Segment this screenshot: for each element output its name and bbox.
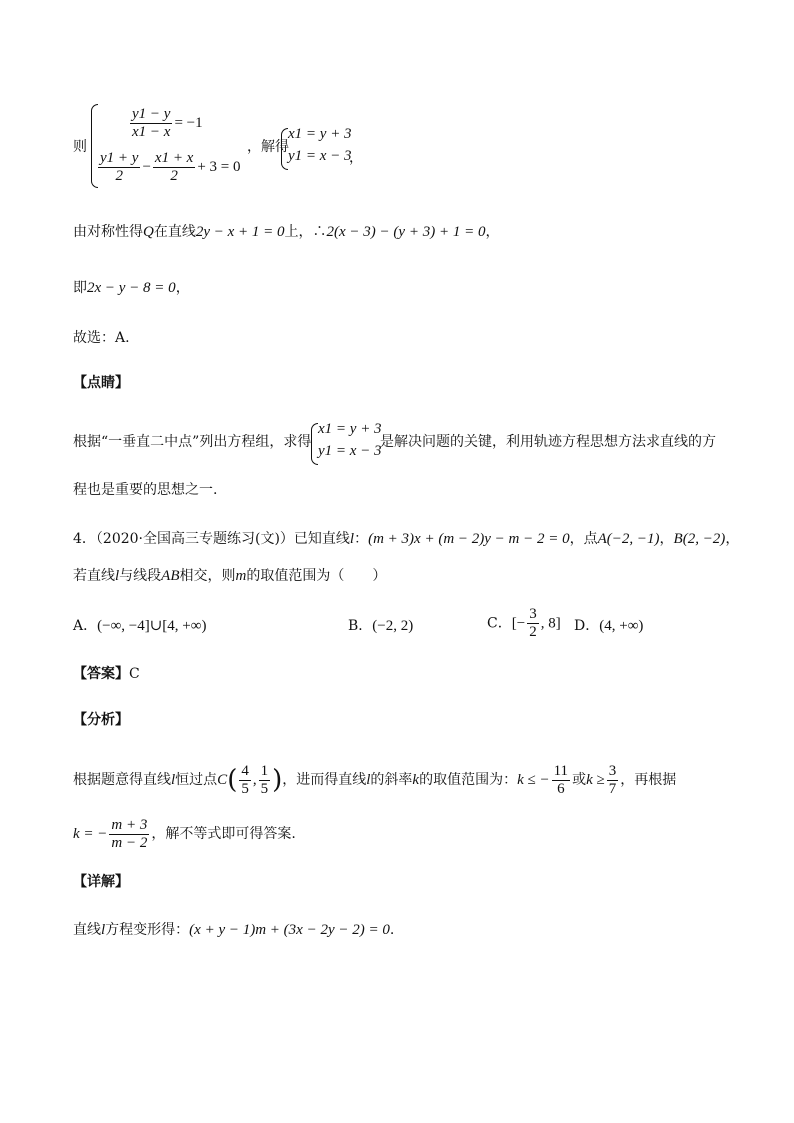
text: ： bbox=[354, 531, 369, 547]
denominator: 2 bbox=[170, 168, 178, 184]
inequality: k ≥ bbox=[586, 772, 605, 788]
fraction bbox=[239, 763, 251, 798]
section-xiangjie: 【详解】 bbox=[73, 874, 129, 890]
var-k: k bbox=[412, 772, 420, 788]
minus: − bbox=[142, 158, 151, 175]
fraction bbox=[552, 763, 570, 798]
option-d[interactable] bbox=[574, 615, 643, 635]
numerator: y1 − y bbox=[132, 106, 171, 122]
text: ，点 bbox=[569, 531, 598, 547]
point-c: C bbox=[217, 772, 228, 788]
answer-value: C bbox=[129, 666, 140, 682]
text: ，进而得直线 bbox=[282, 772, 367, 788]
text: . bbox=[389, 922, 395, 938]
line-equation: (m + 3)x + (m − 2)y − m − 2 = 0 bbox=[368, 531, 570, 547]
text: 的斜率 bbox=[370, 772, 413, 788]
result-equation: 2x − y − 8 = 0 bbox=[87, 280, 176, 296]
text: ，解不等式即可得答案. bbox=[151, 826, 296, 842]
line-equation: 2y − x + 1 = 0 bbox=[195, 224, 285, 240]
denominator: x1 − x bbox=[132, 124, 171, 140]
text: 若直线 bbox=[73, 568, 115, 584]
fraction bbox=[259, 763, 271, 798]
denominator: 5 bbox=[241, 780, 249, 797]
denominator: m − 2 bbox=[111, 834, 148, 851]
substituted-equation: 2(x − 3) − (y + 3) + 1 = 0 bbox=[326, 224, 486, 240]
var-m: m bbox=[235, 568, 247, 584]
dianjing-line-1 bbox=[73, 432, 311, 452]
text: 恒过点 bbox=[175, 772, 218, 788]
equation-1 bbox=[128, 106, 203, 141]
text: 在直线 bbox=[153, 224, 196, 240]
equation-2 bbox=[96, 150, 241, 185]
solution-2: y1 = x − 3 bbox=[288, 148, 352, 164]
solution-2: y1 = x − 3 bbox=[318, 443, 382, 459]
transformed-equation: (x + y − 1)m + (3x − 2y − 2) = 0 bbox=[189, 922, 390, 938]
paren: ( bbox=[227, 765, 238, 795]
option-label: D． bbox=[574, 618, 600, 634]
text: 与线段 bbox=[119, 568, 162, 584]
point-a: A(−2, −1) bbox=[597, 531, 660, 547]
var-l: l bbox=[366, 772, 371, 788]
text: 根据题意得直线 bbox=[73, 772, 171, 788]
text: 由对称性得 bbox=[73, 224, 143, 240]
denominator: 5 bbox=[260, 780, 269, 797]
var-l: l bbox=[115, 568, 120, 584]
text: 即 bbox=[73, 280, 87, 296]
option-value: (4, +∞) bbox=[599, 618, 644, 634]
dianjing-line-2: 程也是重要的思想之一. bbox=[73, 482, 218, 498]
fraction bbox=[109, 817, 149, 852]
option-value: , 8] bbox=[540, 615, 561, 632]
rhs: + 3 = 0 bbox=[197, 158, 241, 175]
text: ， bbox=[175, 280, 190, 296]
numerator: y1 + y bbox=[100, 150, 139, 166]
text: 的取值范围为（ ） bbox=[246, 568, 387, 584]
option-value: (−2, 2) bbox=[372, 618, 414, 634]
paren: ) bbox=[272, 765, 283, 795]
numerator: 1 bbox=[260, 762, 269, 779]
left-brace bbox=[281, 128, 288, 170]
comma: , bbox=[252, 772, 257, 788]
option-b[interactable] bbox=[348, 615, 413, 635]
option-value: (−∞, −4]∪[4, +∞) bbox=[97, 618, 207, 634]
fraction bbox=[130, 106, 172, 141]
answer-label: 【答案】 bbox=[73, 666, 129, 682]
text: ， bbox=[659, 531, 674, 547]
section-dianjing: 【点睛】 bbox=[73, 375, 129, 391]
text: ， bbox=[485, 224, 500, 240]
rhs: = −1 bbox=[174, 114, 203, 131]
text: 上，∴ bbox=[284, 224, 327, 240]
denominator: 7 bbox=[608, 780, 617, 797]
result-line bbox=[73, 278, 190, 298]
numerator: 4 bbox=[241, 762, 249, 779]
text: 4．（2020·全国高三专题练习(文)）已知直线 bbox=[73, 531, 350, 547]
denominator: 6 bbox=[557, 780, 565, 797]
point-q: Q bbox=[143, 224, 154, 240]
solution-1: x1 = y + 3 bbox=[288, 126, 352, 142]
denominator: 2 bbox=[115, 168, 123, 184]
point-b: B(2, −2) bbox=[673, 531, 726, 547]
answer-line bbox=[73, 664, 140, 684]
text: 相交，则 bbox=[179, 568, 236, 584]
fraction bbox=[527, 606, 539, 641]
text: 直线 bbox=[73, 922, 101, 938]
comma: ， bbox=[349, 150, 363, 166]
var-l: l bbox=[171, 772, 176, 788]
question-4-line-1 bbox=[73, 529, 739, 549]
fraction bbox=[153, 150, 195, 185]
slope-equation: k = − bbox=[73, 826, 108, 842]
numerator: m + 3 bbox=[111, 816, 148, 833]
analysis-line-2 bbox=[73, 812, 296, 856]
left-brace bbox=[311, 423, 318, 465]
var-l: l bbox=[101, 922, 106, 938]
fraction bbox=[98, 150, 140, 185]
text: 是解决问题的关键，利用轨迹方程思想方法求直线的方 bbox=[380, 434, 716, 450]
text: 的取值范围为： bbox=[419, 772, 518, 788]
option-label: B． bbox=[348, 618, 373, 634]
numerator: 11 bbox=[553, 762, 569, 779]
numerator: 3 bbox=[529, 606, 537, 622]
numerator: x1 + x bbox=[154, 150, 194, 166]
choice-line: 故选：A. bbox=[73, 330, 130, 346]
text: 方程变形得： bbox=[105, 922, 190, 938]
solution-1: x1 = y + 3 bbox=[318, 421, 382, 437]
var-l: l bbox=[349, 531, 355, 547]
option-c[interactable] bbox=[487, 606, 561, 641]
detail-line bbox=[73, 920, 394, 940]
fraction bbox=[607, 763, 619, 798]
symmetry-line bbox=[73, 222, 499, 242]
analysis-line-1 bbox=[73, 758, 676, 802]
solve-text: ，解得 bbox=[247, 139, 289, 155]
inequality: k ≤ − bbox=[517, 772, 550, 788]
text: ，再根据 bbox=[620, 772, 677, 788]
text: 根据“一垂直二中点”列出方程组，求得 bbox=[73, 434, 312, 450]
option-a[interactable] bbox=[73, 615, 206, 635]
text: 或 bbox=[572, 772, 587, 788]
option-value: [− bbox=[511, 615, 526, 632]
lead-text: 则 bbox=[73, 139, 87, 155]
text: ， bbox=[725, 531, 740, 547]
option-label: C． bbox=[487, 615, 512, 632]
section-fenxi: 【分析】 bbox=[73, 712, 129, 728]
segment-ab: AB bbox=[161, 568, 180, 584]
numerator: 3 bbox=[608, 762, 617, 779]
denominator: 2 bbox=[529, 624, 537, 640]
question-4-line-2 bbox=[73, 566, 386, 586]
option-label: A． bbox=[73, 618, 98, 634]
